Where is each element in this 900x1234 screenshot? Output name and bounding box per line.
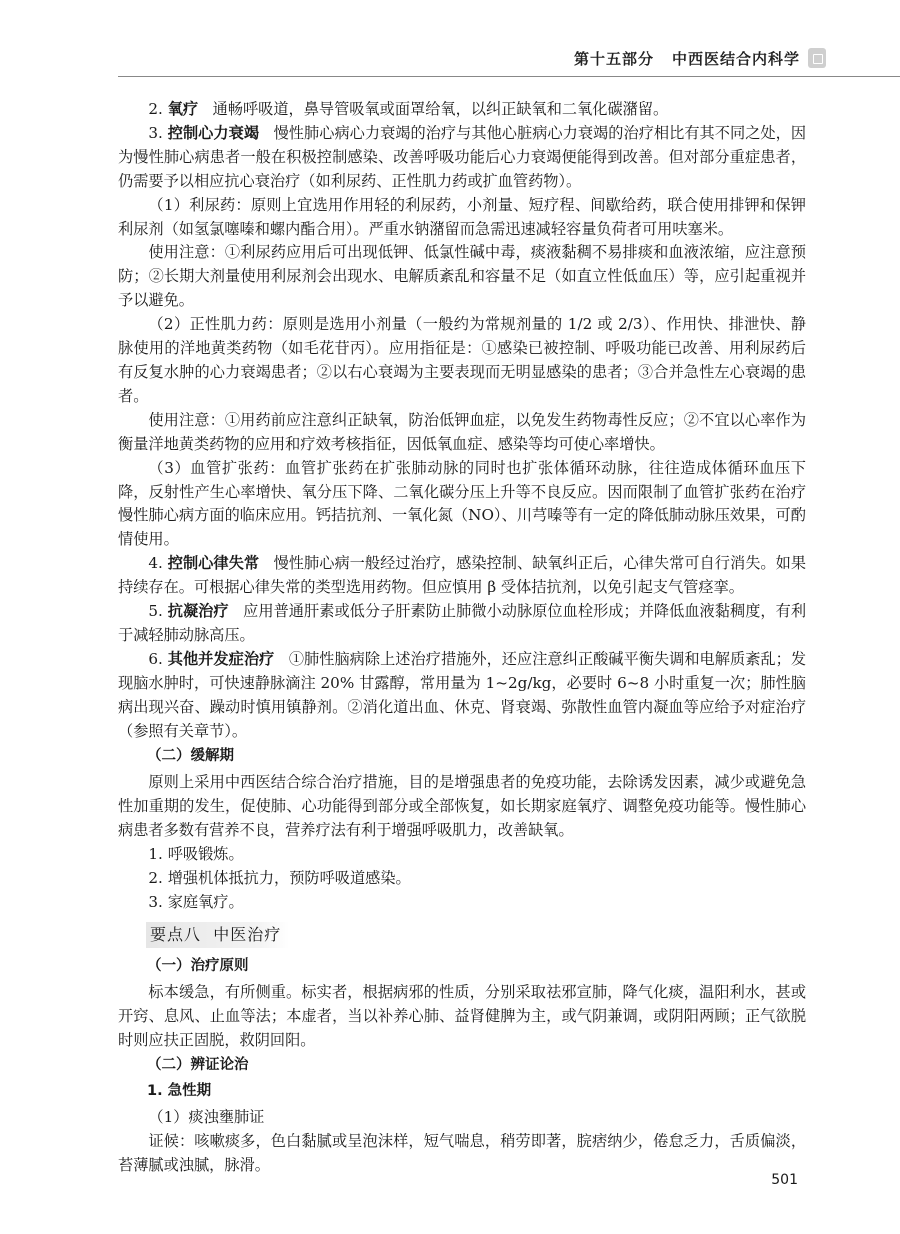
section-heading-tcm bbox=[146, 922, 289, 948]
item-number: 4. bbox=[148, 554, 163, 573]
paragraph-syndrome-name: （1）痰浊壅肺证 bbox=[148, 1108, 265, 1127]
paragraph-heart-failure bbox=[118, 122, 806, 194]
item-title: 抗凝治疗 bbox=[167, 602, 229, 621]
paragraph-inotropes-notes: 使用注意：①用药前应注意纠正缺氧，防治低钾血症，以免发生药物毒性反应；②不宜以心率作为衡量洋地黄类药物的应用和疗效考核指征，因低氧血症、感染等均可使心率增快。 bbox=[118, 410, 806, 453]
item-text: 慢性肺心病一般经过治疗，感染控制、缺氧纠正后，心律失常可自行消失。如果持续存在。可根据心律失常的类型选用药物。但应慎用 β 受体拮抗剂，以免引起支气管痉挛。 bbox=[118, 554, 807, 597]
header-title: 中西医结合内科学 bbox=[671, 50, 800, 68]
paragraph-inotropes: （2）正性肌力药：原则是选用小剂量（一般约为常规剂量的 1/2 或 2/3）、作用快、排泄快、静脉使用的洋地黄类药物（如毛花苷丙）。应用指征是：①感染已被控制、呼吸功能已改善、用利尿药后有反复水肿的心力衰竭患者；②以右心衰竭为主要表现而无明显感染的患者；③合并急性左心衰竭的患者。 bbox=[118, 315, 806, 405]
page-header bbox=[0, 0, 900, 78]
item-title: 控制心律失常 bbox=[167, 554, 260, 573]
item-number: 6. bbox=[148, 649, 163, 668]
paragraph-complications bbox=[118, 648, 806, 744]
item-text: 应用普通肝素或低分子肝素防止肺微小动脉原位血栓形成；并降低血液黏稠度，有利于减轻肺动脉高压。 bbox=[118, 602, 807, 644]
item-text: ①肺性脑病除上述治疗措施外，还应注意纠正酸碱平衡失调和电解质紊乱；发现脑水肿时，可快速静脉滴注 20% 甘露醇，常用量为 1~2g/kg，必要时 6~8 小时重复一次；肺性脑病出现兴奋、躁动时慎用镇静剂。②消化道出血、休克、肾衰竭、弥散性血管内凝血等应给予对症治疗（参照有关章节）。 bbox=[118, 649, 807, 740]
header-rule bbox=[118, 76, 900, 77]
list-item: 2. 增强机体抵抗力，预防呼吸道感染。 bbox=[148, 869, 411, 887]
section-title: 中医治疗 bbox=[213, 924, 282, 944]
paragraph-oxygen bbox=[118, 98, 806, 122]
paragraph-anticoagulation bbox=[118, 600, 806, 648]
page-number: 501 bbox=[771, 1172, 798, 1188]
paragraph-principle: 标本缓急，有所侧重。标实者，根据病邪的性质，分别采取祛邪宣肺，降气化痰，温阳利水，甚或开窍、息风、止血等法；本虚者，当以补养心肺、益肾健脾为主，或气阴兼调，或阴阳两顾；正气欲脱时则应扶正固脱，救阴回阳。 bbox=[118, 982, 806, 1049]
heading-remission: （二）缓解期 bbox=[147, 748, 234, 765]
running-header bbox=[574, 48, 800, 69]
section-label: 要点八 bbox=[150, 924, 202, 944]
heading-principle: （一）治疗原则 bbox=[147, 957, 249, 974]
page-body bbox=[118, 98, 806, 1178]
paragraph-vasodilators: （3）血管扩张药：血管扩张药在扩张肺动脉的同时也扩张体循环动脉，往往造成体循环血压下降，反射性产生心率增快、氧分压下降、二氧化碳分压上升等不良反应。因而限制了血管扩张药在治疗慢性肺心病方面的临床应用。钙拮抗剂、一氧化氮（NO）、川芎嗪等有一定的降低肺动脉压效果，可酌情使用。 bbox=[118, 458, 806, 549]
item-title: 其他并发症治疗 bbox=[167, 649, 275, 668]
paragraph-remission: 原则上采用中西医结合综合治疗措施，目的是增强患者的免疫功能，去除诱发因素，减少或避免急性加重期的发生，促使肺、心功能得到部分或全部恢复，如长期家庭氧疗、调整免疫功能等。慢性肺心病患者多数有营养不良，营养疗法有利于增强呼吸肌力，改善缺氧。 bbox=[118, 773, 806, 840]
paragraph-diuretics: （1）利尿药：原则上宜选用作用轻的利尿药，小剂量、短疗程、间歇给药，联合使用排钾和保钾利尿剂（如氢氯噻嗪和螺内酯合用）。严重水钠潴留而急需迅速减轻容量负荷者可用呋塞米。 bbox=[118, 195, 806, 238]
paragraph-arrhythmia bbox=[118, 552, 806, 600]
item-number: 5. bbox=[148, 602, 163, 621]
list-item: 3. 家庭氧疗。 bbox=[148, 892, 244, 911]
header-section: 第十五部分 bbox=[573, 50, 654, 68]
item-title: 氧疗 bbox=[167, 100, 199, 118]
item-number: 3. bbox=[148, 123, 163, 142]
book-icon bbox=[808, 48, 826, 68]
list-item: 1. 呼吸锻炼。 bbox=[148, 845, 244, 864]
item-text: 慢性肺心病心力衰竭的治疗与其他心脏病心力衰竭的治疗相比有其不同之处，因为慢性肺心病患者一般在积极控制感染、改善呼吸功能后心力衰竭便能得到改善。但对部分重症患者，仍需要予以相应抗心衰治疗（如利尿药、正性肌力药或扩血管药物）。 bbox=[118, 123, 807, 190]
paragraph-diuretics-notes: 使用注意：①利尿药应用后可出现低钾、低氯性碱中毒，痰液黏稠不易排痰和血液浓缩，应注意预防；②长期大剂量使用利尿剂会出现水、电解质紊乱和容量不足（如直立性低血压）等，应引起重视并予以避免。 bbox=[118, 243, 806, 310]
heading-syndrome-differentiation: （二）辨证论治 bbox=[147, 1057, 249, 1074]
item-text: 通畅呼吸道，鼻导管吸氧或面罩给氧，以纠正缺氧和二氧化碳潴留。 bbox=[212, 100, 669, 118]
heading-acute-phase: 1. 急性期 bbox=[147, 1083, 212, 1100]
item-title: 控制心力衰竭 bbox=[167, 123, 260, 142]
paragraph-symptoms: 证候：咳嗽痰多，色白黏腻或呈泡沫样，短气喘息，稍劳即著，脘痞纳少，倦怠乏力，舌质偏淡，苔薄腻或浊腻，脉滑。 bbox=[118, 1132, 806, 1175]
item-number: 2. bbox=[148, 100, 163, 118]
